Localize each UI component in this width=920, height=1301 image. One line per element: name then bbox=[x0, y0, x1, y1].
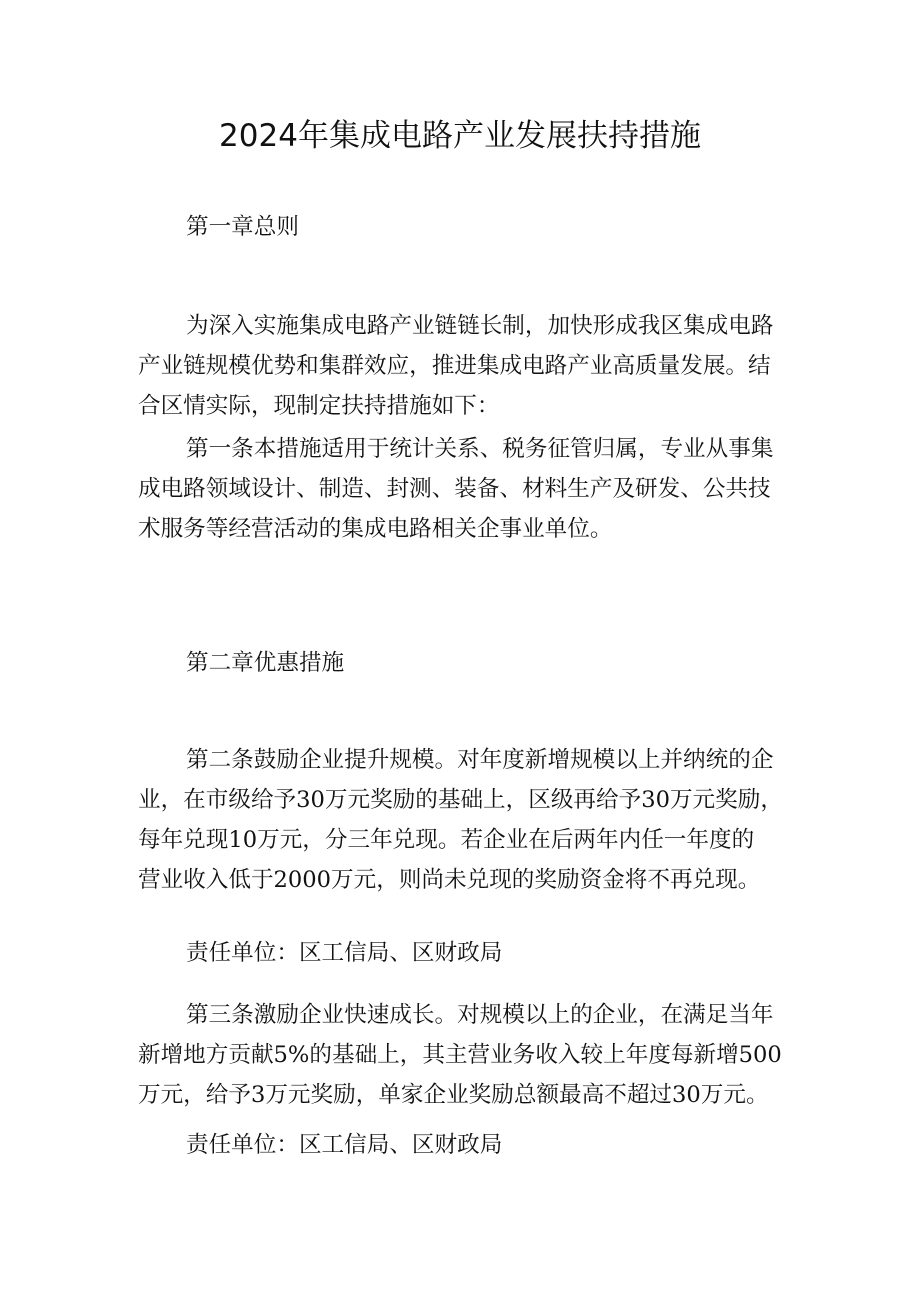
chapter-1-heading: 第一章总则 bbox=[186, 214, 299, 240]
article-3-line-3: 万元，给予3万元奖励，单家企业奖励总额最高不超过30万元。 bbox=[138, 1082, 769, 1108]
intro-line-3: 合区情实际，现制定扶持措施如下： bbox=[138, 393, 500, 419]
article-1-line-2: 成电路领域设计、制造、封测、装备、材料生产及研发、公共技 bbox=[138, 476, 771, 502]
article-1-paragraph bbox=[138, 429, 798, 549]
article-3-line-2: 新增地方贡献5%的基础上，其主营业务收入较上年度每新增500 bbox=[138, 1042, 782, 1068]
article-3-responsible-units: 责任单位：区工信局、区财政局 bbox=[186, 1132, 503, 1158]
article-1-line-1: 第一条本措施适用于统计关系、税务征管归属，专业从事集 bbox=[186, 436, 774, 462]
article-2-line-4: 营业收入低于2000万元，则尚未兑现的奖励资金将不再兑现。 bbox=[138, 867, 761, 893]
intro-line-2: 产业链规模优势和集群效应，推进集成电路产业高质量发展。结 bbox=[138, 353, 771, 379]
article-2-paragraph bbox=[138, 740, 798, 900]
intro-line-1: 为深入实施集成电路产业链链长制，加快形成我区集成电路 bbox=[186, 313, 774, 339]
article-3-paragraph bbox=[138, 995, 798, 1115]
article-2-responsible-units: 责任单位：区工信局、区财政局 bbox=[186, 940, 503, 966]
article-2-line-3: 每年兑现10万元，分三年兑现。若企业在后两年内任一年度的 bbox=[138, 827, 755, 853]
article-2-line-1: 第二条鼓励企业提升规模。对年度新增规模以上并纳统的企 bbox=[186, 747, 774, 773]
chapter-2-heading: 第二章优惠措施 bbox=[186, 650, 345, 676]
document-title: 2024年集成电路产业发展扶持措施 bbox=[219, 118, 701, 154]
chapter-1-intro-paragraph bbox=[138, 306, 798, 426]
article-2-line-2: 业，在市级给予30万元奖励的基础上，区级再给予30万元奖励， bbox=[138, 787, 783, 813]
article-1-line-3: 术服务等经营活动的集成电路相关企事业单位。 bbox=[138, 516, 613, 542]
article-3-line-1: 第三条激励企业快速成长。对规模以上的企业，在满足当年 bbox=[186, 1002, 774, 1028]
